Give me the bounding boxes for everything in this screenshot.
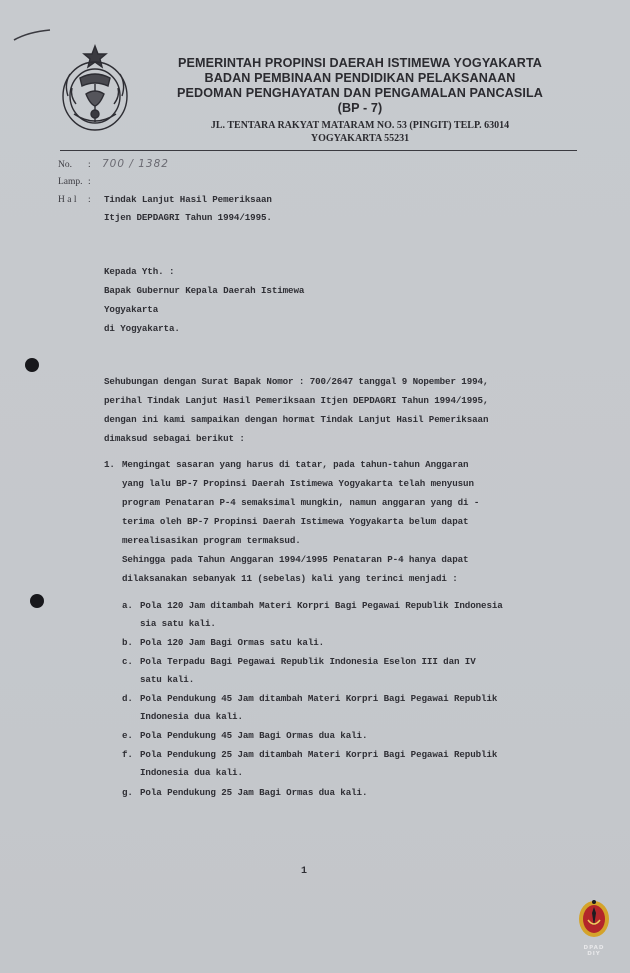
archive-emblem-icon: [577, 898, 611, 940]
attachment-colon: :: [88, 177, 91, 187]
subject-line-2: Itjen DEPDAGRI Tahun 1994/1995.: [104, 212, 272, 223]
letterhead-address: JL. TENTARA RAKYAT MATARAM NO. 53 (PINGIT) TELP. 63014: [210, 120, 510, 131]
subitem-letter: a.: [122, 600, 133, 611]
subitem-letter: g.: [122, 787, 133, 798]
recipient-region: Yogyakarta: [104, 304, 159, 315]
subject-label: H a l: [58, 195, 77, 205]
subitem-line: Pola Pendukung 25 Jam ditambah Materi Korpri Bagi Pegawai Republik: [140, 749, 498, 760]
province-coat-of-arms-icon: [56, 44, 134, 136]
subitem-line: Indonesia dua kali.: [140, 767, 243, 778]
punch-hole-upper: [25, 358, 39, 372]
meta-subject-row: [58, 195, 102, 205]
attachment-label: Lamp.: [58, 177, 83, 187]
point-line: Sehingga pada Tahun Anggaran 1994/1995 Penataran P-4 hanya dapat: [122, 554, 469, 565]
subitem-line: Pola 120 Jam ditambah Materi Korpri Bagi Pegawai Republik Indonesia: [140, 600, 503, 611]
number-colon: :: [88, 160, 91, 170]
point-number: 1.: [104, 459, 115, 470]
subitem-letter: e.: [122, 730, 133, 741]
intro-line: dengan ini kami sampaikan dengan hormat Tindak Lanjut Hasil Pemeriksaan: [104, 414, 489, 425]
letter-number-handwritten: 700 / 1382: [102, 158, 169, 170]
subitem-line: Pola Terpadu Bagi Pegawai Republik Indonesia Eselon III dan IV: [140, 656, 476, 667]
point-line: merealisasikan program termaksud.: [122, 535, 301, 546]
point-line: yang lalu BP-7 Propinsi Daerah Istimewa Yogyakarta telah menyusun: [122, 478, 474, 489]
subitem-line: Pola Pendukung 45 Jam Bagi Ormas dua kali.: [140, 730, 368, 741]
subitem-line: satu kali.: [140, 674, 195, 685]
intro-line: Sehubungan dengan Surat Bapak Nomor : 700/2647 tanggal 9 Nopember 1994,: [104, 376, 489, 387]
point-line: terima oleh BP-7 Propinsi Daerah Istimewa Yogyakarta belum dapat: [122, 516, 469, 527]
point-line: program Penataran P-4 semaksimal mungkin, namun anggaran yang di -: [122, 497, 480, 508]
subitem-line: Pola Pendukung 25 Jam Bagi Ormas dua kali.: [140, 787, 368, 798]
letterhead-city: YOGYAKARTA 55231: [310, 133, 410, 144]
subject-line-1: Tindak Lanjut Hasil Pemeriksaan: [104, 194, 272, 205]
point-line: dilaksanakan sebanyak 11 (sebelas) kali yang terinci menjadi :: [122, 573, 458, 584]
page-number: 1: [301, 866, 308, 877]
letterhead-divider: [60, 150, 577, 151]
subitem-line: sia satu kali.: [140, 618, 216, 629]
letterhead-agency: BADAN PEMBINAAN PENDIDIKAN PELAKSANAAN: [204, 71, 516, 85]
pen-scratch-mark: [12, 28, 52, 42]
point-line: Mengingat sasaran yang harus di tatar, pada tahun-tahun Anggaran: [122, 459, 469, 470]
intro-line: dimaksud sebagai berikut :: [104, 433, 245, 444]
letterhead-government: PEMERINTAH PROPINSI DAERAH ISTIMEWA YOGYAKARTA: [177, 56, 543, 70]
letterhead-agency-continued: PEDOMAN PENGHAYATAN DAN PENGAMALAN PANCASILA: [177, 86, 543, 100]
meta-attachment-row: [58, 177, 102, 187]
subitem-letter: d.: [122, 693, 133, 704]
archive-stamp: [574, 898, 614, 958]
archive-stamp-label: DPAD: [583, 945, 605, 951]
subitem-line: Pola 120 Jam Bagi Ormas satu kali.: [140, 637, 325, 648]
letterhead: [150, 56, 570, 145]
recipient-title: Bapak Gubernur Kepala Daerah Istimewa: [104, 285, 305, 296]
subitem-letter: c.: [122, 656, 133, 667]
punch-hole-lower: [30, 594, 44, 608]
recipient-location: di Yogyakarta.: [104, 323, 180, 334]
meta-number-row: [58, 158, 169, 170]
subitem-letter: b.: [122, 637, 133, 648]
subject-colon: :: [88, 195, 91, 205]
subitem-letter: f.: [122, 749, 133, 760]
archive-stamp-region: DIY: [587, 951, 601, 957]
recipient-salutation: Kepada Yth. :: [104, 266, 175, 277]
subitem-line: Indonesia dua kali.: [140, 711, 243, 722]
intro-line: perihal Tindak Lanjut Hasil Pemeriksaan Itjen DEPDAGRI Tahun 1994/1995,: [104, 395, 489, 406]
subitem-line: Pola Pendukung 45 Jam ditambah Materi Korpri Bagi Pegawai Republik: [140, 693, 498, 704]
number-label: No.: [58, 160, 72, 170]
letterhead-abbreviation: (BP - 7): [337, 101, 383, 115]
